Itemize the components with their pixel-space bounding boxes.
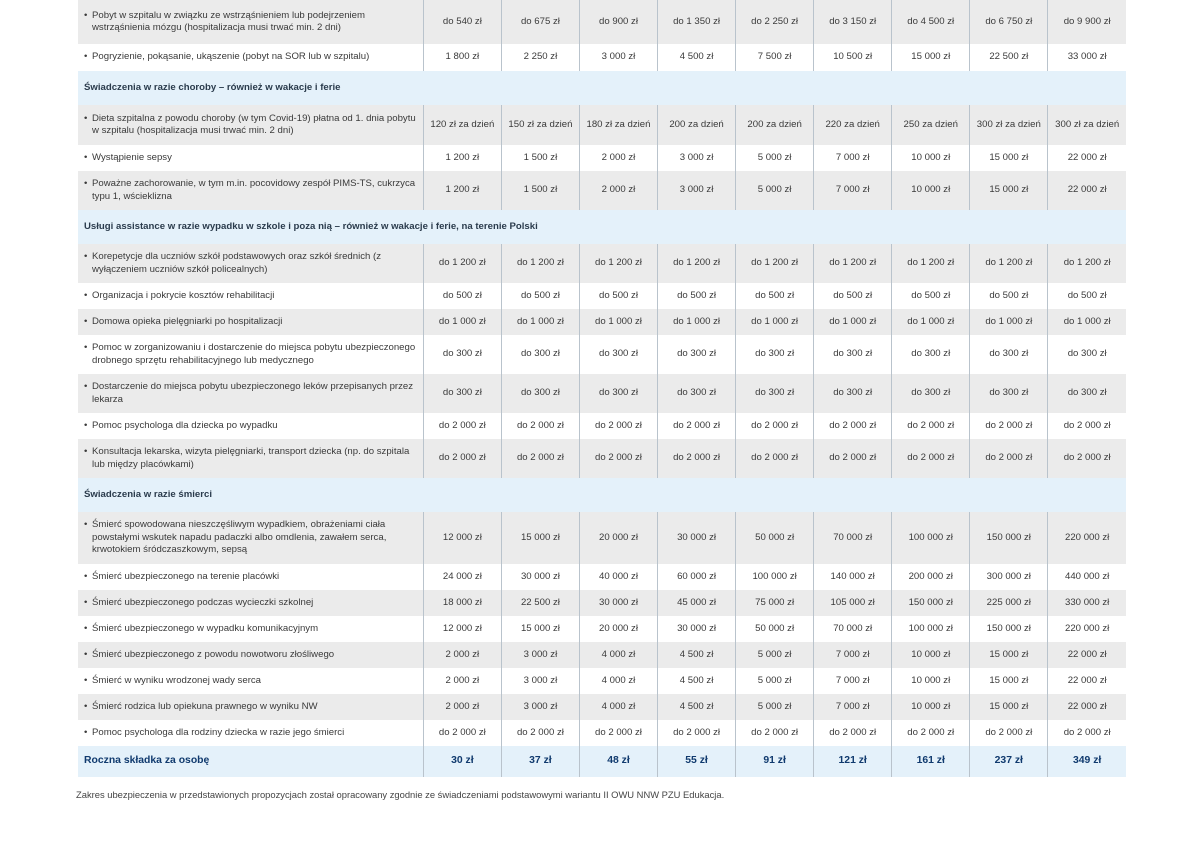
benefit-value: 30 000 zł [501, 564, 579, 590]
benefit-value: 440 000 zł [1048, 564, 1126, 590]
benefit-value: do 2 000 zł [1048, 439, 1126, 478]
benefit-value: 100 000 zł [736, 564, 814, 590]
benefit-value: do 2 000 zł [736, 413, 814, 439]
bullet-icon: • [84, 178, 88, 189]
benefit-value: do 300 zł [501, 374, 579, 413]
table-row [78, 439, 1126, 478]
benefit-value: do 2 000 zł [970, 720, 1048, 746]
benefit-value: do 1 000 zł [814, 309, 892, 335]
benefit-value: do 2 000 zł [579, 439, 657, 478]
benefit-value: do 300 zł [579, 374, 657, 413]
bullet-icon: • [84, 315, 88, 327]
benefit-value: do 1 200 zł [658, 244, 736, 283]
benefit-value: 70 000 zł [814, 616, 892, 642]
benefit-value: do 1 000 zł [501, 309, 579, 335]
benefit-value: do 300 zł [814, 335, 892, 374]
benefit-value: 2 000 zł [423, 668, 501, 694]
benefit-value: do 300 zł [423, 374, 501, 413]
premium-label: Roczna składka za osobę [78, 746, 423, 777]
benefit-label: Śmierć rodzica lub opiekuna prawnego w wyniku NW [92, 700, 318, 712]
benefit-value: do 500 zł [1048, 283, 1126, 309]
benefit-value: do 300 zł [658, 335, 736, 374]
benefit-value: do 300 zł [501, 335, 579, 374]
bullet-icon: • [84, 112, 88, 124]
benefit-value: 24 000 zł [423, 564, 501, 590]
benefit-value: do 300 zł [579, 335, 657, 374]
benefit-label-cell [78, 0, 423, 44]
benefit-label: Śmierć ubezpieczonego na terenie placówki [92, 570, 280, 582]
benefit-value: do 2 000 zł [892, 413, 970, 439]
benefit-value: 12 000 zł [423, 616, 501, 642]
benefit-label: Pogryzienie, pokąsanie, ukąszenie (pobyt na SOR lub w szpitalu) [92, 51, 370, 63]
benefit-value: do 500 zł [814, 283, 892, 309]
benefit-value: do 2 000 zł [579, 720, 657, 746]
benefit-label: Śmierć ubezpieczonego podczas wycieczki szkolnej [92, 596, 314, 608]
benefit-value: do 300 zł [736, 335, 814, 374]
benefit-value: do 2 000 zł [736, 720, 814, 746]
benefit-value: 22 500 zł [970, 44, 1048, 71]
benefit-value: 15 000 zł [970, 171, 1048, 210]
benefit-value: do 500 zł [501, 283, 579, 309]
benefit-value: 4 500 zł [658, 642, 736, 668]
benefit-value: 30 000 zł [579, 590, 657, 616]
benefit-value: do 1 000 zł [423, 309, 501, 335]
benefit-value: 3 000 zł [501, 668, 579, 694]
benefit-value: do 2 000 zł [736, 439, 814, 478]
benefit-label: Konsultacja lekarska, wizyta pielęgniarki, transport dziecka (np. do szpitala lub między placówkami) [92, 446, 410, 470]
table-row [78, 512, 1126, 564]
premium-value: 161 zł [892, 746, 970, 777]
benefit-value: 300 000 zł [970, 564, 1048, 590]
benefit-value: 7 000 zł [814, 145, 892, 171]
benefits-table-container [78, 0, 1126, 777]
premium-value: 30 zł [423, 746, 501, 777]
benefit-value: 40 000 zł [579, 564, 657, 590]
benefit-label: Pomoc w zorganizowaniu i dostarczenie do miejsca pobytu ubezpieczonego drobnego sprzętu rehabilitacyjnego lub medycznego [92, 342, 416, 366]
benefit-value: 30 000 zł [658, 512, 736, 564]
table-row [78, 283, 1126, 309]
section-title: Usługi assistance w razie wypadku w szkole i poza nią – również w wakacje i ferie, na terenie Polski [78, 210, 1126, 244]
benefit-label: Śmierć spowodowana nieszczęśliwym wypadkiem, obrażeniami ciała powstałymi wskutek napadu padaczki albo omdlenia, zawałem serca, krwotokiem śródczaszkowym, sepsą [92, 519, 387, 556]
benefit-value: 50 000 zł [736, 616, 814, 642]
benefit-value: do 300 zł [892, 335, 970, 374]
benefit-value: 4 500 zł [658, 668, 736, 694]
benefit-label: Pobyt w szpitalu w związku ze wstrząśnieniem lub podejrzeniem wstrząśnienia mózgu (hospitalizacja musi trwać min. 2 dni) [92, 9, 366, 33]
benefit-value: do 1 000 zł [658, 309, 736, 335]
benefit-value: 5 000 zł [736, 145, 814, 171]
benefit-value: do 1 000 zł [736, 309, 814, 335]
premium-value: 37 zł [501, 746, 579, 777]
benefit-value: do 675 zł [501, 0, 579, 44]
benefit-value: 1 500 zł [501, 171, 579, 210]
benefit-value: 5 000 zł [736, 642, 814, 668]
benefit-value: 3 000 zł [658, 171, 736, 210]
premium-value: 91 zł [736, 746, 814, 777]
benefit-label-cell [78, 244, 423, 283]
benefit-value: 15 000 zł [892, 44, 970, 71]
benefit-label-cell [78, 283, 423, 309]
section-header [78, 210, 1126, 244]
benefit-value: 15 000 zł [970, 642, 1048, 668]
benefit-label-cell [78, 171, 423, 210]
benefit-value: 5 000 zł [736, 694, 814, 720]
benefit-value: 15 000 zł [501, 616, 579, 642]
benefit-value: do 4 500 zł [892, 0, 970, 44]
benefit-value: 2 000 zł [423, 642, 501, 668]
bullet-icon: • [84, 289, 88, 301]
benefit-value: 15 000 zł [501, 512, 579, 564]
benefit-value: 3 000 zł [501, 642, 579, 668]
benefit-value: do 900 zł [579, 0, 657, 44]
benefit-value: do 500 zł [658, 283, 736, 309]
benefit-value: 330 000 zł [1048, 590, 1126, 616]
benefit-value: do 300 zł [970, 374, 1048, 413]
table-row [78, 105, 1126, 145]
benefit-value: do 300 zł [892, 374, 970, 413]
table-row [78, 0, 1126, 44]
bullet-icon: • [84, 726, 88, 738]
section-header [78, 71, 1126, 105]
benefit-value: 200 za dzień [736, 105, 814, 145]
benefit-value: 7 000 zł [814, 668, 892, 694]
premium-value: 55 zł [658, 746, 736, 777]
benefit-value: do 2 000 zł [658, 413, 736, 439]
benefit-value: do 6 750 zł [970, 0, 1048, 44]
benefit-label: Pomoc psychologa dla dziecka po wypadku [92, 419, 278, 431]
benefit-label: Śmierć ubezpieczonego w wypadku komunikacyjnym [92, 622, 319, 634]
benefit-value: do 9 900 zł [1048, 0, 1126, 44]
benefit-value: do 300 zł [1048, 374, 1126, 413]
benefit-value: 4 500 zł [658, 694, 736, 720]
table-row [78, 720, 1126, 746]
benefit-value: do 1 200 zł [970, 244, 1048, 283]
benefit-value: 225 000 zł [970, 590, 1048, 616]
benefit-value: do 2 000 zł [423, 439, 501, 478]
benefit-value: 10 000 zł [892, 668, 970, 694]
benefit-value: 10 000 zł [892, 171, 970, 210]
table-row [78, 413, 1126, 439]
table-row [78, 171, 1126, 210]
benefit-value: do 500 zł [970, 283, 1048, 309]
benefit-value: do 2 000 zł [501, 439, 579, 478]
benefit-label: Korepetycje dla uczniów szkół podstawowych oraz szkół średnich (z wyłączeniem uczniów szkół policealnych) [92, 251, 382, 275]
benefit-value: 22 500 zł [501, 590, 579, 616]
benefit-value: 45 000 zł [658, 590, 736, 616]
benefit-value: 220 za dzień [814, 105, 892, 145]
table-row [78, 590, 1126, 616]
benefit-value: do 500 zł [892, 283, 970, 309]
benefit-label-cell [78, 413, 423, 439]
benefit-value: 10 000 zł [892, 694, 970, 720]
benefit-value: do 1 200 zł [579, 244, 657, 283]
benefit-value: do 300 zł [970, 335, 1048, 374]
benefit-value: 7 500 zł [736, 44, 814, 71]
table-row [78, 694, 1126, 720]
benefit-value: 120 zł za dzień [423, 105, 501, 145]
benefit-value: do 1 200 zł [423, 244, 501, 283]
benefit-value: 150 000 zł [970, 616, 1048, 642]
benefit-value: do 2 000 zł [423, 413, 501, 439]
benefit-value: 22 000 zł [1048, 171, 1126, 210]
table-row [78, 244, 1126, 283]
benefit-label-cell [78, 374, 423, 413]
bullet-icon: • [84, 9, 88, 21]
benefit-value: do 2 250 zł [736, 0, 814, 44]
benefit-value: do 2 000 zł [970, 413, 1048, 439]
benefits-table-body [78, 0, 1126, 777]
benefit-label-cell [78, 616, 423, 642]
benefit-label-cell [78, 44, 423, 71]
bullet-icon: • [84, 674, 88, 686]
benefit-value: 2 250 zł [501, 44, 579, 71]
benefit-value: 7 000 zł [814, 694, 892, 720]
benefit-value: do 300 zł [1048, 335, 1126, 374]
benefit-value: 20 000 zł [579, 616, 657, 642]
benefit-label: Organizacja i pokrycie kosztów rehabilitacji [92, 289, 275, 301]
benefit-value: do 540 zł [423, 0, 501, 44]
benefit-label: Śmierć ubezpieczonego z powodu nowotworu złośliwego [92, 648, 335, 660]
benefit-label-cell [78, 668, 423, 694]
premium-row [78, 746, 1126, 777]
benefit-value: 33 000 zł [1048, 44, 1126, 71]
benefit-value: 4 500 zł [658, 44, 736, 71]
benefit-value: 300 zł za dzień [1048, 105, 1126, 145]
benefit-value: do 500 zł [579, 283, 657, 309]
benefit-value: do 2 000 zł [658, 439, 736, 478]
benefit-value: do 1 200 zł [892, 244, 970, 283]
benefit-value: do 2 000 zł [501, 720, 579, 746]
benefit-value: 4 000 zł [579, 668, 657, 694]
benefit-value: 105 000 zł [814, 590, 892, 616]
benefit-value: 5 000 zł [736, 171, 814, 210]
benefit-value: do 2 000 zł [970, 439, 1048, 478]
bullet-icon: • [84, 342, 88, 353]
benefit-value: 70 000 zł [814, 512, 892, 564]
benefit-label-cell [78, 105, 423, 145]
benefit-value: 1 800 zł [423, 44, 501, 71]
table-row [78, 145, 1126, 171]
benefit-value: 220 000 zł [1048, 512, 1126, 564]
benefit-value: do 1 350 zł [658, 0, 736, 44]
benefit-value: do 1 000 zł [579, 309, 657, 335]
benefit-label-cell [78, 642, 423, 668]
benefit-label: Śmierć w wyniku wrodzonej wady serca [92, 674, 262, 686]
benefit-value: do 1 000 zł [1048, 309, 1126, 335]
benefit-value: 75 000 zł [736, 590, 814, 616]
benefit-value: do 2 000 zł [814, 720, 892, 746]
benefit-label: Wystąpienie sepsy [92, 151, 172, 163]
section-title: Świadczenia w razie śmierci [78, 478, 1126, 512]
premium-value: 349 zł [1048, 746, 1126, 777]
benefit-value: 100 000 zł [892, 512, 970, 564]
benefit-label: Dostarczenie do miejsca pobytu ubezpieczonego leków przepisanych przez lekarza [92, 381, 414, 405]
benefit-value: 22 000 zł [1048, 642, 1126, 668]
table-row [78, 616, 1126, 642]
bullet-icon: • [84, 381, 88, 392]
table-row [78, 642, 1126, 668]
benefit-value: 2 000 zł [579, 171, 657, 210]
bullet-icon: • [84, 151, 88, 163]
benefit-value: do 300 zł [423, 335, 501, 374]
benefit-label: Pomoc psychologa dla rodziny dziecka w razie jego śmierci [92, 726, 345, 738]
benefit-label-cell [78, 335, 423, 374]
bullet-icon: • [84, 596, 88, 608]
benefit-value: 150 zł za dzień [501, 105, 579, 145]
benefit-value: 3 000 zł [579, 44, 657, 71]
benefit-value: do 1 000 zł [970, 309, 1048, 335]
benefit-value: 4 000 zł [579, 642, 657, 668]
benefit-value: do 2 000 zł [1048, 720, 1126, 746]
benefit-value: do 2 000 zł [579, 413, 657, 439]
benefit-value: 10 000 zł [892, 145, 970, 171]
bullet-icon: • [84, 51, 88, 63]
benefit-value: do 300 zł [658, 374, 736, 413]
bullet-icon: • [84, 251, 88, 262]
benefit-value: 140 000 zł [814, 564, 892, 590]
benefit-value: do 500 zł [736, 283, 814, 309]
benefit-value: 180 zł za dzień [579, 105, 657, 145]
benefit-value: do 1 200 zł [501, 244, 579, 283]
benefit-value: 1 200 zł [423, 145, 501, 171]
benefit-label-cell [78, 694, 423, 720]
table-row [78, 374, 1126, 413]
benefit-value: do 2 000 zł [1048, 413, 1126, 439]
benefit-value: 15 000 zł [970, 145, 1048, 171]
bullet-icon: • [84, 648, 88, 660]
benefit-value: 5 000 zł [736, 668, 814, 694]
benefit-label-cell [78, 564, 423, 590]
bullet-icon: • [84, 419, 88, 431]
bullet-icon: • [84, 446, 88, 457]
benefit-value: do 500 zł [423, 283, 501, 309]
benefit-value: do 300 zł [814, 374, 892, 413]
benefit-value: 150 000 zł [970, 512, 1048, 564]
benefit-value: do 2 000 zł [423, 720, 501, 746]
bullet-icon: • [84, 570, 88, 582]
benefit-label-cell [78, 145, 423, 171]
benefit-label: Domowa opieka pielęgniarki po hospitalizacji [92, 315, 283, 327]
benefit-value: 60 000 zł [658, 564, 736, 590]
benefit-value: 22 000 zł [1048, 668, 1126, 694]
benefit-value: 10 500 zł [814, 44, 892, 71]
benefit-value: 1 200 zł [423, 171, 501, 210]
benefit-value: do 300 zł [736, 374, 814, 413]
benefit-value: 22 000 zł [1048, 694, 1126, 720]
benefit-value: 3 000 zł [501, 694, 579, 720]
benefit-value: do 2 000 zł [892, 439, 970, 478]
benefit-value: 200 za dzień [658, 105, 736, 145]
benefit-value: 15 000 zł [970, 668, 1048, 694]
benefit-value: do 2 000 zł [814, 439, 892, 478]
bullet-icon: • [84, 519, 88, 531]
benefits-table [78, 0, 1126, 777]
benefit-value: do 1 000 zł [892, 309, 970, 335]
premium-value: 237 zł [970, 746, 1048, 777]
benefit-value: do 1 200 zł [1048, 244, 1126, 283]
benefit-label: Dieta szpitalna z powodu choroby (w tym Covid-19) płatna od 1. dnia pobytu w szpitalu (hospitalizacja musi trwać min. 2 dni) [92, 112, 416, 136]
benefit-value: 2 000 zł [579, 145, 657, 171]
premium-value: 48 zł [579, 746, 657, 777]
benefit-value: do 3 150 zł [814, 0, 892, 44]
benefit-value: 18 000 zł [423, 590, 501, 616]
benefit-label-cell [78, 512, 423, 564]
benefit-value: 7 000 zł [814, 642, 892, 668]
benefit-value: do 2 000 zł [814, 413, 892, 439]
benefit-label: Poważne zachorowanie, w tym m.in. pocovidowy zespół PIMS-TS, cukrzyca typu 1, wścieklizna [92, 178, 416, 202]
benefit-value: 4 000 zł [579, 694, 657, 720]
benefit-value: 3 000 zł [658, 145, 736, 171]
benefit-value: do 2 000 zł [658, 720, 736, 746]
footnote: Zakres ubezpieczenia w przedstawionych propozycjach został opracowany zgodnie ze świadczeniami podstawowymi wariantu II OWU NNW PZU Edukacja. [76, 789, 725, 800]
benefit-value: 250 za dzień [892, 105, 970, 145]
bullet-icon: • [84, 622, 88, 634]
benefit-value: 100 000 zł [892, 616, 970, 642]
benefit-value: 20 000 zł [579, 512, 657, 564]
benefit-value: 200 000 zł [892, 564, 970, 590]
benefit-value: 220 000 zł [1048, 616, 1126, 642]
benefit-value: do 1 200 zł [736, 244, 814, 283]
benefit-value: do 1 200 zł [814, 244, 892, 283]
benefit-value: 7 000 zł [814, 171, 892, 210]
benefit-value: 12 000 zł [423, 512, 501, 564]
benefit-value: do 2 000 zł [501, 413, 579, 439]
table-row [78, 335, 1126, 374]
section-header [78, 478, 1126, 512]
benefit-value: 2 000 zł [423, 694, 501, 720]
benefit-value: 15 000 zł [970, 694, 1048, 720]
section-title: Świadczenia w razie choroby – również w wakacje i ferie [78, 71, 1126, 105]
benefit-label-cell [78, 590, 423, 616]
benefit-value: 30 000 zł [658, 616, 736, 642]
benefit-label-cell [78, 309, 423, 335]
table-row [78, 564, 1126, 590]
benefit-value: 300 zł za dzień [970, 105, 1048, 145]
benefit-value: 50 000 zł [736, 512, 814, 564]
bullet-icon: • [84, 700, 88, 712]
benefit-label-cell [78, 720, 423, 746]
benefit-value: 22 000 zł [1048, 145, 1126, 171]
table-row [78, 44, 1126, 71]
benefit-value: do 2 000 zł [892, 720, 970, 746]
table-row [78, 668, 1126, 694]
premium-value: 121 zł [814, 746, 892, 777]
benefit-label-cell [78, 439, 423, 478]
table-row [78, 309, 1126, 335]
benefit-value: 1 500 zł [501, 145, 579, 171]
benefit-value: 150 000 zł [892, 590, 970, 616]
benefit-value: 10 000 zł [892, 642, 970, 668]
